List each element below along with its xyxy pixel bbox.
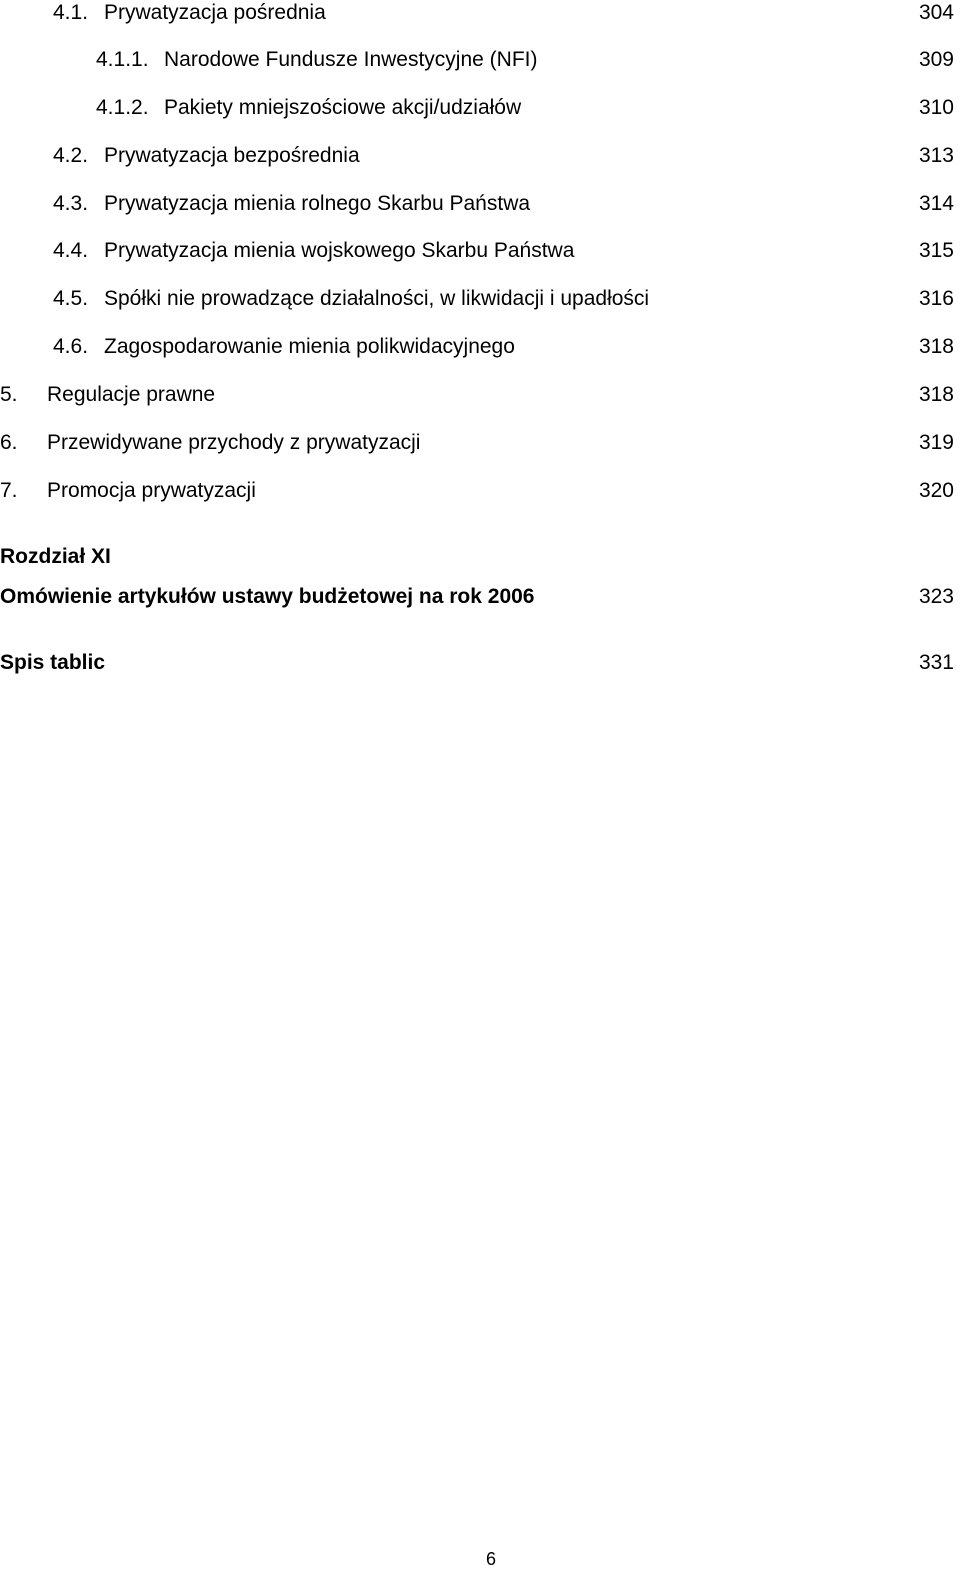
toc-entry-page: 315: [918, 239, 954, 262]
toc-entry-number: 5.: [0, 383, 18, 406]
toc-entry-number: 6.: [0, 431, 18, 454]
toc-entry-page: 320: [918, 479, 954, 502]
toc-entry: [0, 284, 954, 314]
toc-entry-number: 4.4.: [53, 239, 89, 262]
toc-entry: [0, 189, 954, 219]
footer-page-number: 6: [485, 1549, 496, 1569]
chapter-title: Omówienie artykułów ustawy budżetowej na rok 2006: [0, 585, 535, 608]
toc-entry-number: 4.3.: [53, 192, 89, 215]
chapter-entry: [0, 582, 954, 612]
toc-entry-title: Prywatyzacja bezpośrednia: [104, 144, 360, 167]
toc-entry-number: 4.1.2.: [96, 96, 149, 119]
toc-entry: [0, 332, 954, 362]
toc-entry-page: 318: [918, 335, 954, 358]
toc-entry-number: 4.2.: [53, 144, 89, 167]
toc-entry-page: 314: [918, 192, 954, 215]
toc-entry-title: Narodowe Fundusze Inwestycyjne (NFI): [164, 48, 538, 71]
chapter-heading-text: Rozdział XI: [0, 545, 111, 568]
toc-entry: [0, 141, 954, 171]
toc-entry-number: 7.: [0, 479, 18, 502]
toc-entry: [0, 93, 954, 123]
toc-entry: [0, 236, 954, 266]
toc-entry-title: Prywatyzacja mienia rolnego Skarbu Państwa: [104, 192, 531, 215]
toc-entry: [0, 476, 954, 506]
toc-entry-title: Promocja prywatyzacji: [47, 479, 256, 502]
toc-entry: [0, 380, 954, 410]
toc-entry: [0, 428, 954, 458]
toc-entry-title: Prywatyzacja pośrednia: [104, 1, 326, 24]
toc-entry-page: 304: [918, 1, 954, 24]
tables-list-title: Spis tablic: [0, 651, 106, 674]
toc-entry-title: Przewidywane przychody z prywatyzacji: [47, 431, 421, 454]
toc-entry-title: Regulacje prawne: [47, 383, 216, 406]
toc-entry-title: Zagospodarowanie mienia polikwidacyjnego: [104, 335, 515, 358]
toc-entry-title: Pakiety mniejszościowe akcji/udziałów: [164, 96, 522, 119]
toc-entry-page: 313: [918, 144, 954, 167]
toc-entry-page: 319: [918, 431, 954, 454]
toc-entry-page: 309: [918, 48, 954, 71]
toc-entry-title: Spółki nie prowadzące działalności, w likwidacji i upadłości: [104, 287, 650, 310]
toc-entry-page: 310: [918, 96, 954, 119]
toc-entry-number: 4.1.: [53, 1, 89, 24]
toc-entry-number: 4.1.1.: [96, 48, 149, 71]
toc-entry: [0, 0, 954, 28]
tables-list-entry: [0, 648, 954, 678]
tables-list-page: 331: [918, 651, 954, 674]
toc-entry-number: 4.5.: [53, 287, 89, 310]
toc-entry-number: 4.6.: [53, 335, 89, 358]
chapter-page: 323: [918, 585, 954, 608]
toc-entry-title: Prywatyzacja mienia wojskowego Skarbu Państwa: [104, 239, 575, 262]
chapter-heading: [0, 542, 954, 572]
toc-entry-page: 316: [918, 287, 954, 310]
toc-entry: [0, 45, 954, 75]
toc-entry-page: 318: [918, 383, 954, 406]
